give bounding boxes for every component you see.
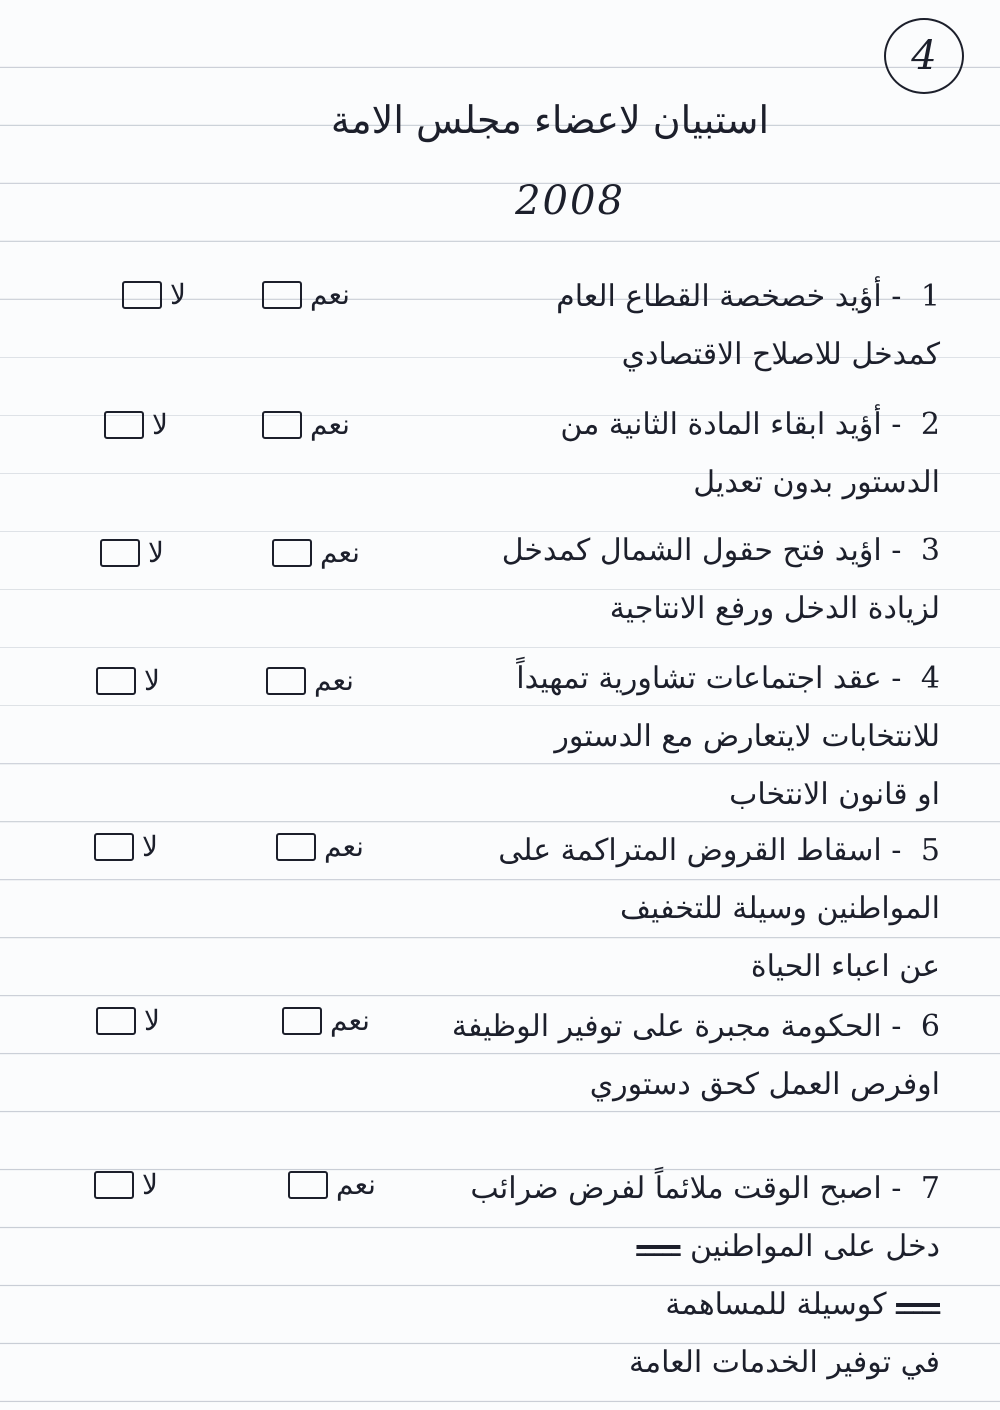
yes-checkbox[interactable] xyxy=(276,833,316,861)
question-line: او قانون الانتخاب xyxy=(729,777,940,812)
questionnaire-year: 2008 xyxy=(515,178,625,224)
question-number: 3 xyxy=(920,533,940,568)
no-checkbox[interactable] xyxy=(122,281,162,309)
yes-checkbox[interactable] xyxy=(288,1171,328,1199)
question-line: لزيادة الدخل ورفع الانتاجية xyxy=(609,591,940,626)
yes-label: نعم xyxy=(310,408,350,441)
crossed-out-word: ـــــ xyxy=(896,1287,940,1322)
no-checkbox[interactable] xyxy=(94,833,134,861)
question-line: عن اعباء الحياة xyxy=(750,949,940,984)
no-checkbox[interactable] xyxy=(104,411,144,439)
yes-checkbox[interactable] xyxy=(262,281,302,309)
crossed-out-word: ـــــ xyxy=(636,1229,681,1264)
question-5: 5 - اسقاط القروض المتراكمة على المواطنين وسيلة للتخفيف عن اعباء الحياة xyxy=(498,833,940,984)
question-line: للانتخابات لايتعارض مع الدستور xyxy=(554,719,940,754)
yes-label: نعم xyxy=(314,664,354,697)
yes-checkbox[interactable] xyxy=(282,1007,322,1035)
question-number: 7 xyxy=(920,1171,940,1206)
question-line: في توفير الخدمات العامة xyxy=(628,1345,940,1380)
yes-label: نعم xyxy=(336,1168,376,1201)
question-number: 1 xyxy=(920,279,940,314)
question-line: دخل على المواطنين xyxy=(689,1229,940,1264)
no-checkbox[interactable] xyxy=(94,1171,134,1199)
no-option-7[interactable] xyxy=(94,1168,158,1201)
yes-option-3[interactable] xyxy=(272,536,360,569)
no-option-6[interactable] xyxy=(96,1004,160,1037)
no-label: لا xyxy=(144,1004,160,1037)
question-line: الحكومة مجبرة على توفير الوظيفة xyxy=(451,1009,882,1044)
page-number: 4 xyxy=(884,18,964,94)
no-checkbox[interactable] xyxy=(96,1007,136,1035)
no-label: لا xyxy=(148,536,164,569)
question-1: 1 - أؤيد خصخصة القطاع العام كمدخل للاصلاح الاقتصادي xyxy=(556,279,940,372)
no-label: لا xyxy=(142,830,158,863)
question-line: اصبح الوقت ملائماً لفرض ضرائب xyxy=(470,1171,882,1206)
yes-option-1[interactable] xyxy=(262,278,350,311)
yes-label: نعم xyxy=(310,278,350,311)
question-7: 7 - اصبح الوقت ملائماً لفرض ضرائب دخل على المواطنين ـــــ ـــــ كوسيلة للمساهمة في توفير الخدمات العامة xyxy=(470,1171,940,1380)
no-checkbox[interactable] xyxy=(96,667,136,695)
question-line: عقد اجتماعات تشاورية تمهيداً xyxy=(516,661,882,696)
yes-option-6[interactable] xyxy=(282,1004,370,1037)
question-line: اوفرص العمل كحق دستوري xyxy=(589,1067,940,1102)
question-line: المواطنين وسيلة للتخفيف xyxy=(619,891,940,926)
yes-checkbox[interactable] xyxy=(262,411,302,439)
question-line: اسقاط القروض المتراكمة على xyxy=(498,833,882,868)
no-option-1[interactable] xyxy=(122,278,186,311)
no-label: لا xyxy=(144,664,160,697)
question-number: 6 xyxy=(920,1009,940,1044)
no-label: لا xyxy=(170,278,186,311)
no-option-4[interactable] xyxy=(96,664,160,697)
yes-checkbox[interactable] xyxy=(272,539,312,567)
no-label: لا xyxy=(152,408,168,441)
yes-option-5[interactable] xyxy=(276,830,364,863)
yes-option-7[interactable] xyxy=(288,1168,376,1201)
no-label: لا xyxy=(142,1168,158,1201)
question-number: 4 xyxy=(920,661,940,696)
question-6: 6 - الحكومة مجبرة على توفير الوظيفة اوفرص العمل كحق دستوري xyxy=(451,1009,940,1102)
yes-label: نعم xyxy=(324,830,364,863)
question-line: اؤيد فتح حقول الشمال كمدخل xyxy=(501,533,882,568)
question-2: 2 - أؤيد ابقاء المادة الثانية من الدستور بدون تعديل xyxy=(560,407,940,500)
question-line: أؤيد ابقاء المادة الثانية من xyxy=(560,407,882,442)
yes-label: نعم xyxy=(320,536,360,569)
question-line: كمدخل للاصلاح الاقتصادي xyxy=(621,337,940,372)
questionnaire-title: استبيان لاعضاء مجلس الامة xyxy=(330,98,770,142)
no-option-3[interactable] xyxy=(100,536,164,569)
yes-checkbox[interactable] xyxy=(266,667,306,695)
yes-option-4[interactable] xyxy=(266,664,354,697)
question-3: 3 - اؤيد فتح حقول الشمال كمدخل لزيادة الدخل ورفع الانتاجية xyxy=(501,533,940,626)
no-option-2[interactable] xyxy=(104,408,168,441)
question-line: الدستور بدون تعديل xyxy=(693,465,940,500)
question-number: 5 xyxy=(920,833,940,868)
yes-label: نعم xyxy=(330,1004,370,1037)
no-checkbox[interactable] xyxy=(100,539,140,567)
no-option-5[interactable] xyxy=(94,830,158,863)
question-number: 2 xyxy=(920,407,940,442)
question-line: أؤيد خصخصة القطاع العام xyxy=(556,279,882,314)
question-4: 4 - عقد اجتماعات تشاورية تمهيداً للانتخابات لايتعارض مع الدستور او قانون الانتخاب xyxy=(516,661,940,812)
question-line: كوسيلة للمساهمة xyxy=(665,1287,887,1322)
yes-option-2[interactable] xyxy=(262,408,350,441)
